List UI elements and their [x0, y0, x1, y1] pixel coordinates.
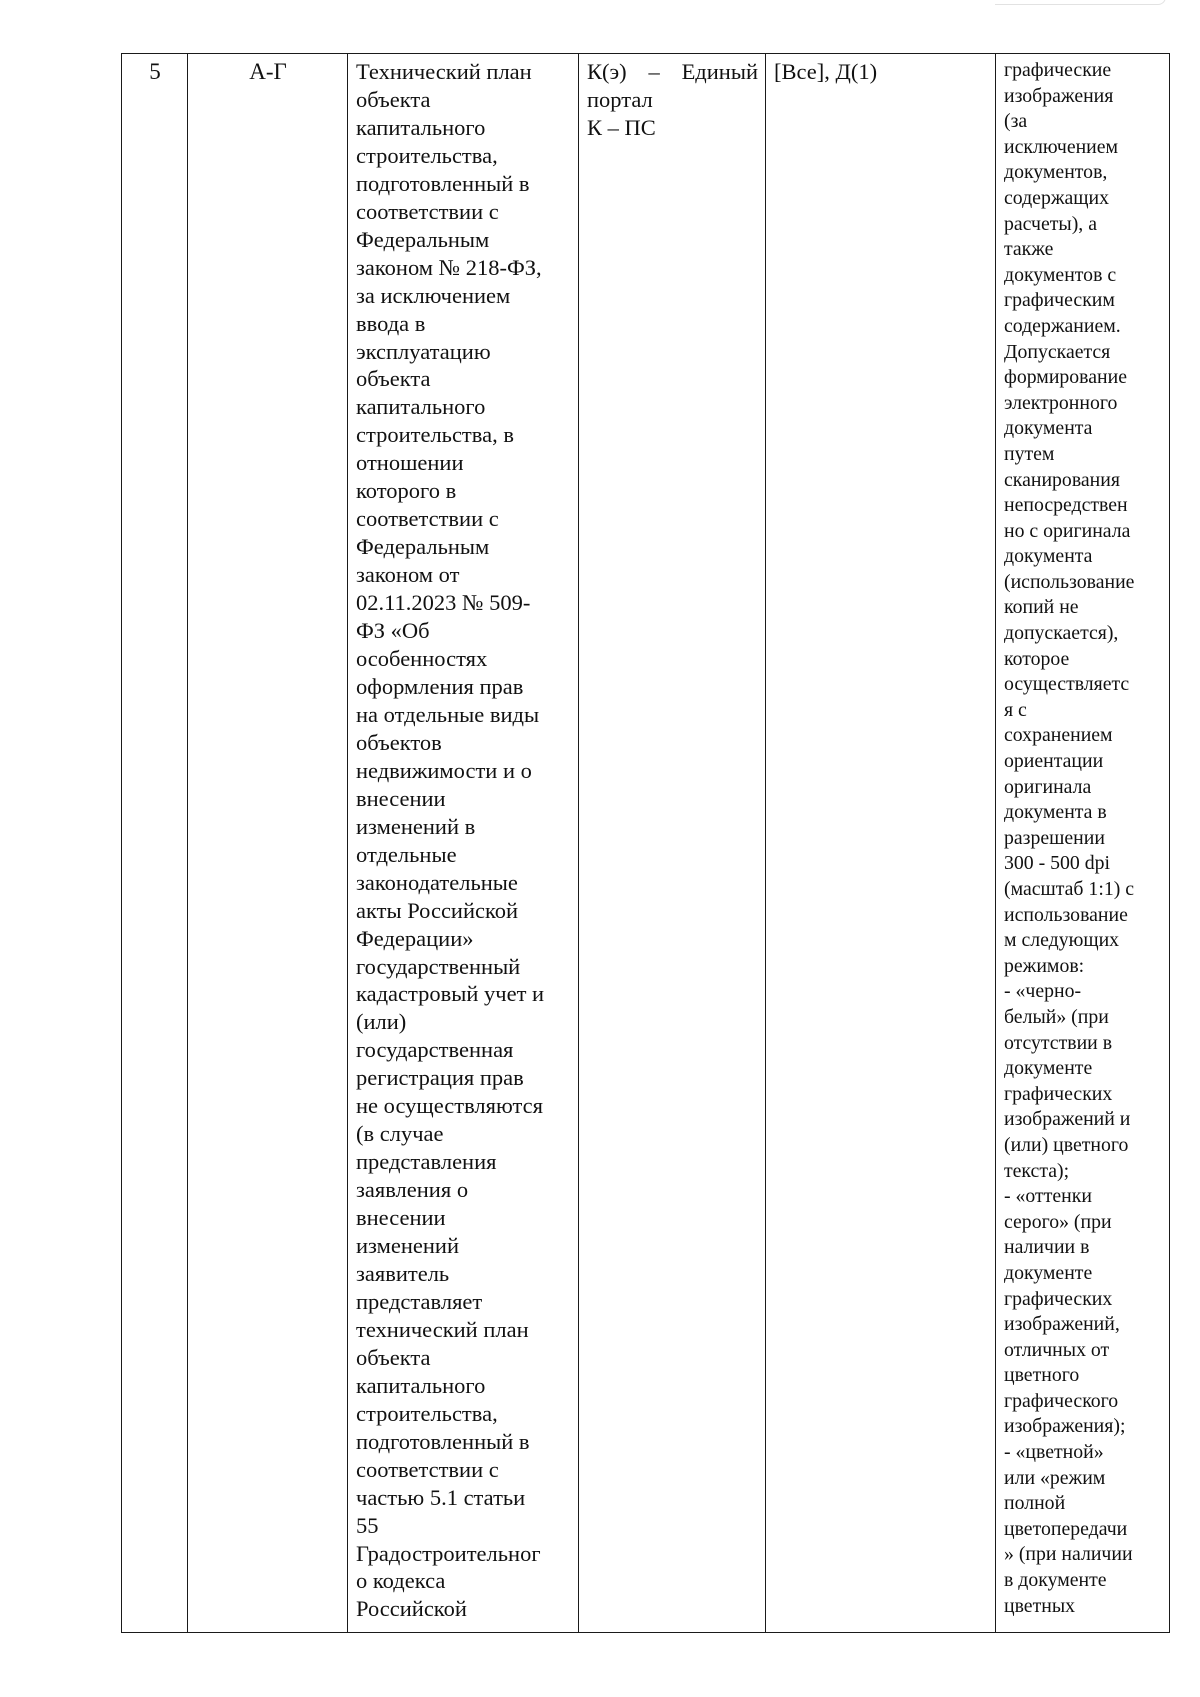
document-table	[121, 53, 1170, 1633]
submission-form-line-3: К – ПС	[587, 114, 656, 140]
document-description: Технический план объекта капитального строительства, подготовленный в соответствии с Федеральным законом № 218-ФЗ, за исключением ввода в эксплуатацию объекта капитального строительства, в отношении которого в соответствии с Федеральным законом от 02.11.2023 № 509- ФЗ «Об особенностях оформления прав на отдельные виды объектов недвижимости и о внесении изменений в отдельные законодательные акты Российской Федерации» государственный кадастровый учет и (или) государственная регистрация прав не осуществляются (в случае представления заявления о внесении изменений заявитель представляет технический план объекта капитального строительства, подготовленный в соответствии с частью 5.1 статьи 55 Градостроительног о кодекса Российской	[356, 59, 545, 1622]
submission-form-dash: –	[648, 59, 660, 84]
applicability-text: [Все], Д(1)	[774, 59, 878, 84]
row-number-cell	[122, 54, 188, 1633]
applicability-cell	[766, 54, 996, 1633]
group-cell	[188, 54, 348, 1633]
group-code: А-Г	[249, 59, 287, 84]
requirements-text: графические изображения (за исключением документов, содержащих расчеты), а также документов с графическим содержанием. Допускается формирование электронного документа путем сканирования непосредствен но с оригинала документа (использование копий не допускается), которое осуществляетс я с сохранением ориентации оригинала документа в разрешении 300 - 500 dpi (масштаб 1:1) с использование м следующих режимов: - «черно- белый» (при отсутствии в документе графических изображений и (или) цветного текста); - «оттенки серого» (при наличии в документе графических изображений, отличных от цветного графического изображения); - «цветной» или «режим полной цветопередачи » (при наличии в документе цветных	[1004, 59, 1135, 1617]
row-number: 5	[149, 59, 161, 84]
submission-form-line-1	[587, 58, 758, 86]
document-description-cell	[348, 54, 579, 1633]
submission-form-portal: Единый	[681, 59, 758, 84]
submission-form-line-2: портал	[587, 86, 653, 112]
page-corner-mark	[995, 0, 1166, 5]
table-row	[122, 54, 1170, 1633]
requirements-cell	[996, 54, 1170, 1633]
submission-form-cell	[579, 54, 766, 1633]
submission-form-code: К(э)	[587, 59, 627, 84]
